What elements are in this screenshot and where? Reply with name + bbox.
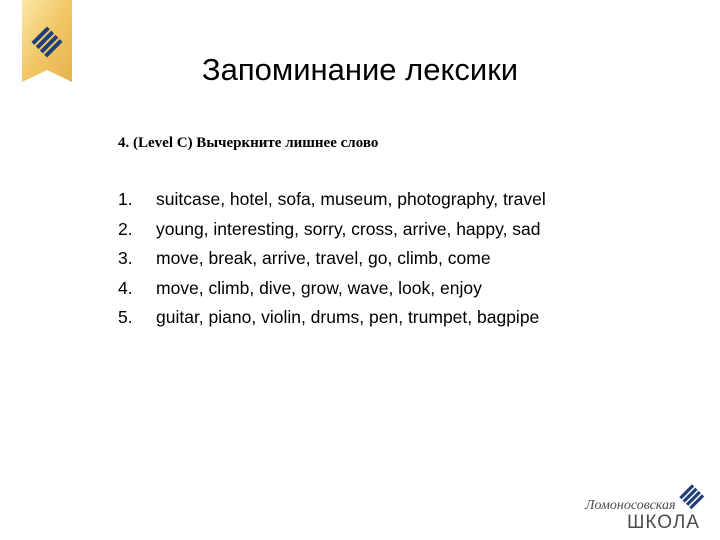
- item-text: move, break, arrive, travel, go, climb, come: [156, 248, 491, 269]
- item-text: young, interesting, sorry, cross, arrive, happy, sad: [156, 218, 541, 239]
- diamond-stripes-icon: [677, 482, 707, 512]
- logo-text-line2: ШКОЛА: [627, 512, 700, 533]
- item-number: 3.: [118, 248, 133, 269]
- item-number: 2.: [118, 218, 133, 239]
- slide-title: Запоминание лексики: [201, 52, 519, 87]
- list-item: [118, 244, 546, 274]
- item-number: 4.: [118, 277, 133, 298]
- item-text: suitcase, hotel, sofa, museum, photography, travel: [156, 189, 546, 209]
- list-item: [118, 274, 546, 304]
- item-number: 5.: [118, 307, 133, 328]
- list-item: [118, 215, 546, 245]
- logo-text-line1: Ломоносовская: [585, 498, 676, 513]
- item-number: 1.: [118, 189, 133, 209]
- task-heading: 4. (Level C) Вычеркните лишнее слово: [118, 135, 379, 151]
- item-text: guitar, piano, violin, drums, pen, trumpet, bagpipe: [156, 307, 540, 328]
- item-text: move, climb, dive, grow, wave, look, enjoy: [156, 277, 482, 298]
- list-item: [118, 185, 546, 215]
- school-logo: [585, 480, 710, 534]
- list-item: [118, 303, 546, 333]
- word-list: [118, 185, 546, 333]
